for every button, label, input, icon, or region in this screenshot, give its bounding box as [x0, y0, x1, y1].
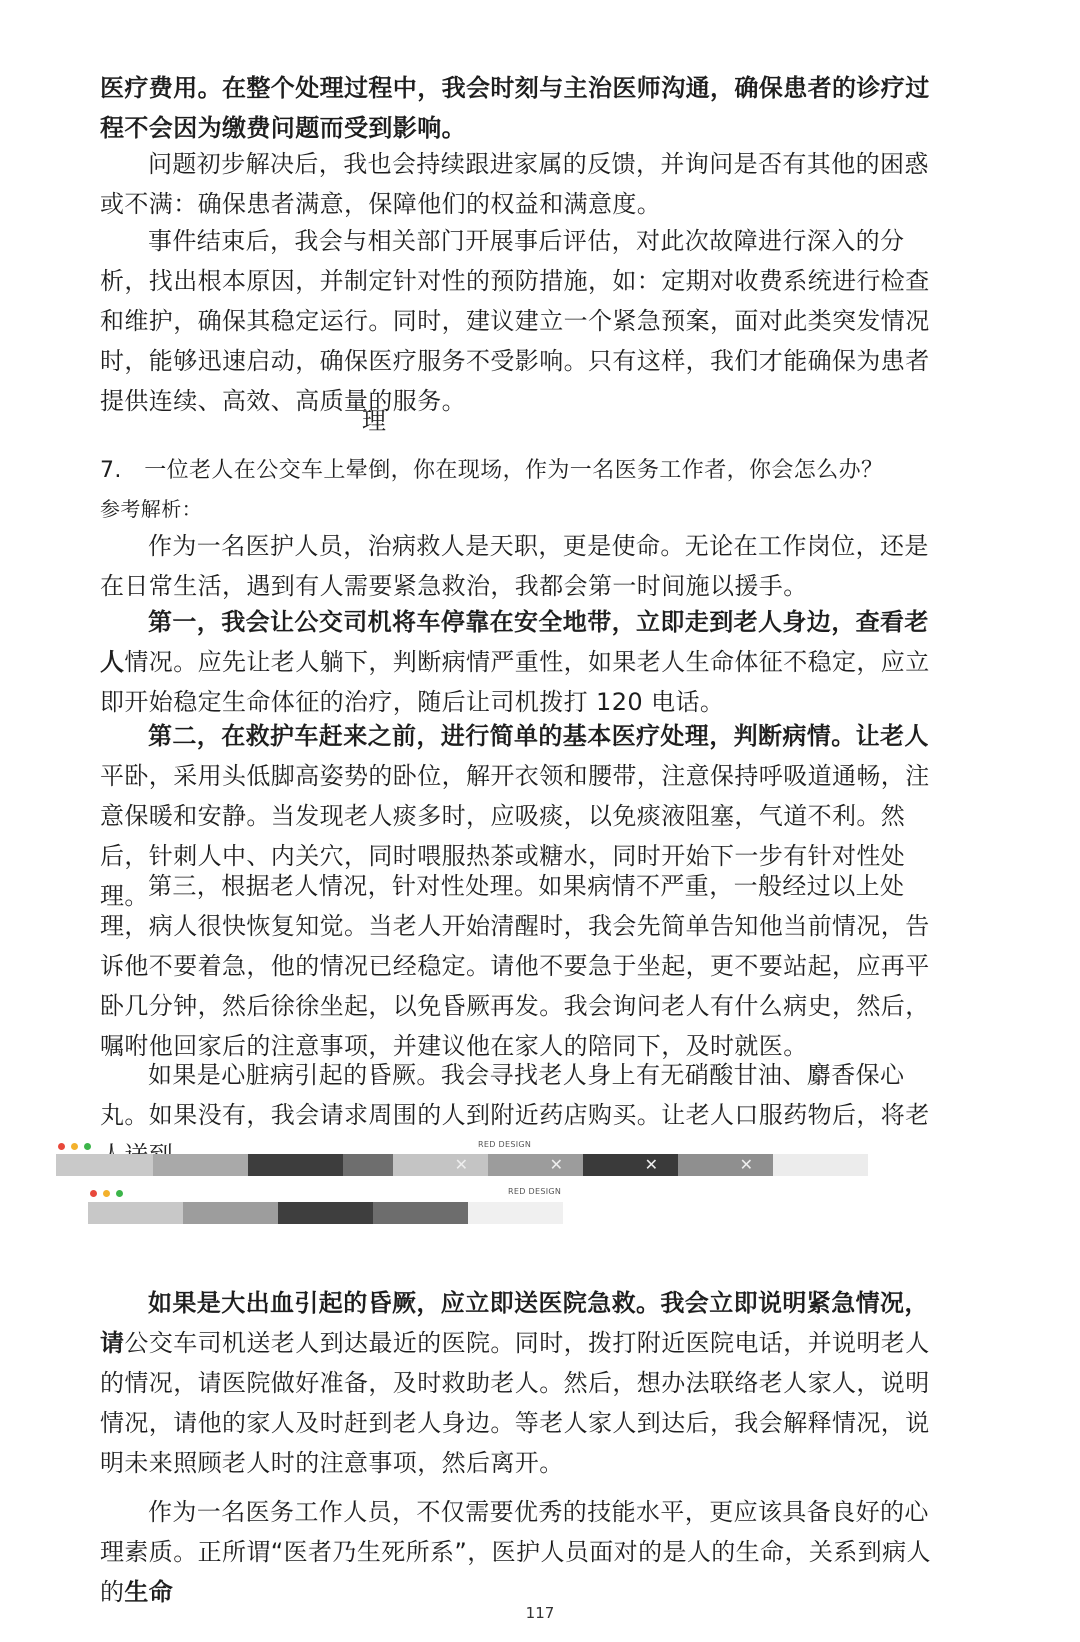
label-text: 参考解析： [100, 497, 202, 521]
strip-segment [393, 1154, 488, 1176]
overlay-tag: RED DESIGN [478, 1140, 532, 1149]
rest-text: 平卧，采用头低脚高姿势的卧位，解开衣领和腰带，注意保持呼吸道通畅，注意保暖和安静。当发现老人痰多时，应吸痰，以免痰液阻塞，气道不利。然后，针刺人中、内关穴，同时喂服热茶或糖水，同时开始下一步有针对性处理。 [100, 762, 930, 910]
green-dot [116, 1190, 123, 1197]
rest-text: 作为一名医务工作人员，不仅需要优秀的技能水平，更应该具备良好的心理素质。正所谓“医者乃生死所系”，医护人员面对的是人的生命，关系到病人的 [100, 1498, 931, 1606]
paragraph-text [100, 602, 940, 722]
paragraph-first [100, 602, 940, 722]
reference-analysis-label [100, 494, 940, 524]
strip-segment [56, 1154, 153, 1176]
question-text: 7. 一位老人在公交车上晕倒，你在现场，作为一名医务工作者，你会怎么办？ [100, 458, 884, 483]
close-icon[interactable]: ✕ [454, 1155, 468, 1174]
stray-character: 理 [362, 407, 386, 435]
rest-text: 公交车司机送老人到达最近的医院。同时，拨打附近医院电话，并说明老人的情况，请医院做好准备，及时救助老人。然后，想办法联络老人家人，说明情况，请他的家人及时赶到老人身边。等老人家人到达后，我会解释情况，说明未来照顾老人时的注意事项，然后离开。 [100, 1329, 930, 1477]
paragraph-text [100, 1492, 940, 1612]
overlay-strip-2 [88, 1202, 563, 1224]
strip-segment [88, 1202, 183, 1224]
window-dots [58, 1143, 91, 1150]
strip-segment [153, 1154, 248, 1176]
overlay-tag: RED DESIGN [508, 1187, 562, 1196]
rest-text: 情况。应先让老人躺下，判断病情严重性，如果老人生命体征不稳定，应立即开始稳定生命体征的治疗，随后让司机拨打 120 电话。 [100, 648, 930, 716]
paragraph-bleeding [100, 1283, 940, 1483]
bold-lead: 如果是大出血引起的昏厥，应立即送医院急救。我会立即说明紧急情况，请 [100, 1289, 929, 1357]
strip-segment [488, 1154, 583, 1176]
green-dot [84, 1143, 91, 1150]
strip-segment [678, 1154, 773, 1176]
paragraph-third [100, 866, 940, 1066]
bold-tail: 生命 [124, 1578, 174, 1606]
strip-segment [583, 1154, 678, 1176]
window-dots [90, 1190, 123, 1197]
strip-segment [183, 1202, 278, 1224]
red-dot [58, 1143, 65, 1150]
strip-segment [278, 1202, 373, 1224]
paragraph-intro [100, 526, 940, 606]
paragraph-text: 如果是心脏病引起的昏厥。我会寻找老人身上有无硝酸甘油、麝香保心丸。如果没有，我会请求周围的人到附近药店购买。让老人口服药物后，将老 [100, 1061, 930, 1129]
yellow-dot [103, 1190, 110, 1197]
bold-lead: 第一，我会让公交司机将车停靠在安全地带，立即走到老人身边，查看老人 [100, 608, 929, 676]
paragraph-post-event [100, 221, 940, 421]
paragraph-text: 问题初步解决后，我也会持续跟进家属的反馈，并询问是否有其他的困惑或不满：确保患者满意，保障他们的权益和满意度。 [100, 150, 929, 218]
strip-segment [248, 1154, 343, 1176]
yellow-dot [71, 1143, 78, 1150]
close-icon[interactable]: ✕ [644, 1155, 658, 1174]
red-dot [90, 1190, 97, 1197]
question-7 [100, 455, 940, 487]
strip-segment [343, 1154, 393, 1176]
paragraph-text: 作为一名医护人员，治病救人是天职，更是使命。无论在工作岗位，还是在日常生活，遇到有人需要紧急救治，我都会第一时间施以援手。 [100, 532, 929, 600]
strip-segment [468, 1202, 563, 1224]
paragraph-fee-conclusion [100, 68, 940, 148]
paragraph-followup [100, 144, 940, 224]
paragraph-text [100, 1283, 940, 1483]
bold-lead: 第二，在救护车赶来之前，进行简单的基本医疗处理，判断病情。让老人 [148, 722, 929, 750]
close-icon[interactable]: ✕ [739, 1155, 753, 1174]
strip-segment [773, 1154, 868, 1176]
close-icon[interactable]: ✕ [549, 1155, 563, 1174]
bold-text: 医疗费用。在整个处理过程中，我会时刻与主治医师沟通，确保患者的诊疗过程不会因为缴费问题而受到影响。 [100, 74, 930, 142]
overlay-strip-1 [56, 1154, 868, 1176]
page-number: 117 [525, 1604, 555, 1622]
paragraph-text: 事件结束后，我会与相关部门开展事后评估，对此次故障进行深入的分析，找出根本原因，并制定针对性的预防措施，如：定期对收费系统进行检查和维护，确保其稳定运行。同时，建议建立一个紧急预案，面对此类突发情况时，能够迅速启动，确保医疗服务不受影响。只有这样，我们才能确保为患者提供连续、高效、高质量的服务。 [100, 227, 930, 415]
strip-segment [373, 1202, 468, 1224]
paragraph-text: 第三，根据老人情况，针对性处理。如果病情不严重，一般经过以上处理，病人很快恢复知觉。当老人开始清醒时，我会先简单告知他当前情况，告诉他不要着急，他的情况已经稳定。请他不要急于坐起，更不要站起，应再平卧几分钟，然后徐徐坐起，以免昏厥再发。我会询问老人有什么病史，然后，嘱咐他回家后的注意事项，并建议他在家人的陪同下，及时就医。 [100, 872, 930, 1060]
paragraph-closing [100, 1492, 940, 1612]
